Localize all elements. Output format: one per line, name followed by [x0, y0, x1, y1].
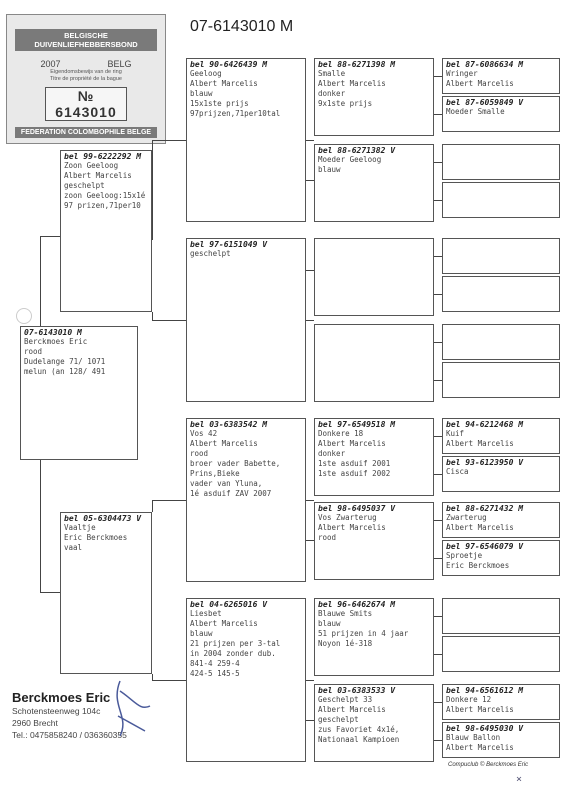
pigeon-detail-line: Dudelange 71/ 1071 [24, 357, 106, 366]
pigeon-detail-line: Albert Marcelis [446, 79, 514, 88]
connector-line [434, 380, 442, 381]
pigeon-detail-line: geschelpt [318, 715, 359, 724]
great-great-grandparent-pigeon [442, 540, 560, 576]
great-grandparent-pigeon [314, 684, 434, 762]
connector-line [306, 540, 314, 541]
pigeon-detail-line: Moeder Smalle [446, 107, 505, 116]
ring-year: 2007 [40, 59, 61, 69]
pigeon-detail-line: Nationaal Kampioen [318, 735, 400, 744]
connector-line [40, 460, 41, 592]
pigeon-detail-line: 1ste asduif 2001 [318, 459, 391, 468]
great-great-grandparent-pigeon [442, 238, 560, 274]
ring-number: № 6143010 [45, 87, 127, 121]
connector-line [152, 140, 153, 240]
pigeon-detail-line: Wringer [446, 69, 478, 78]
pigeon-detail-line: broer vader Babette, [190, 459, 281, 468]
connector-line [434, 436, 442, 437]
pigeon-detail-line: Albert Marcelis [318, 79, 386, 88]
pigeon-detail-line: Geschelpt 33 [318, 695, 373, 704]
binder-hole [16, 308, 32, 324]
connector-line [306, 320, 314, 321]
connector-line [434, 558, 442, 559]
great-grandparent-pigeon [314, 598, 434, 676]
pigeon-detail-line: vaal [64, 543, 83, 552]
ring-number: bel 94-6212468 M [446, 420, 524, 429]
certificate-caption-fr: Titre de propriété de la bague [50, 76, 122, 82]
pigeon-detail-line: blauw [190, 89, 213, 98]
pigeon-detail-line: 97 prizen,71per10 [64, 201, 141, 210]
connector-line [152, 140, 186, 141]
grandparent-pigeon [186, 418, 306, 582]
pigeon-detail-line: Albert Marcelis [318, 705, 386, 714]
pigeon-detail-line: 15x1ste prijs [190, 99, 249, 108]
pigeon-detail-line: geschelpt [190, 249, 231, 258]
connector-line [152, 312, 153, 320]
pigeon-detail-line: 51 prijzen in 4 jaar [318, 629, 409, 638]
ring-number: bel 93-6123950 V [446, 458, 524, 467]
ring-number: bel 96-6462674 M [318, 600, 396, 609]
owner-phone: Tel.: 0475858240 / 036360355 [12, 730, 127, 740]
pigeon-detail-line: Eric Berckmoes [64, 533, 128, 542]
connector-line [152, 500, 186, 501]
connector-line [434, 654, 442, 655]
great-great-grandparent-pigeon [442, 276, 560, 312]
pigeon-detail-line: Albert Marcelis [190, 439, 258, 448]
pigeon-detail-line: donker [318, 449, 346, 458]
pigeon-detail-line: Geeloog [190, 69, 222, 78]
great-great-grandparent-pigeon [442, 598, 560, 634]
pigeon-detail-line: Moeder Geeloog [318, 155, 382, 164]
ring-number: bel 87-6086634 M [446, 60, 524, 69]
pigeon-detail-line: Albert Marcelis [190, 619, 258, 628]
pigeon-detail-line: zus Favoriet 4x1é, [318, 725, 400, 734]
ring-number: bel 87-6059849 V [446, 98, 524, 107]
ring-number: bel 04-6265016 V [190, 600, 268, 609]
footer-mark: × [516, 774, 523, 785]
pigeon-detail-line: Albert Marcelis [446, 439, 514, 448]
pigeon-detail-line: Albert Marcelis [64, 171, 132, 180]
pigeon-detail-line: 841-4 259-4 [190, 659, 240, 668]
ring-number: bel 97-6549518 M [318, 420, 396, 429]
connector-line [434, 342, 442, 343]
great-great-grandparent-pigeon [442, 722, 560, 758]
ring-number: bel 94-6561612 M [446, 686, 524, 695]
connector-line [306, 270, 314, 271]
connector-line [152, 500, 153, 512]
great-great-grandparent-pigeon [442, 96, 560, 132]
pigeon-detail-line: Vos Zwarterug [318, 513, 377, 522]
connector-line [306, 140, 314, 141]
connector-line [306, 680, 314, 681]
great-great-grandparent-pigeon [442, 456, 560, 492]
connector-line [434, 616, 442, 617]
ring-number: bel 88-6271398 M [318, 60, 396, 69]
pigeon-detail-line: Noyon 1é-318 [318, 639, 373, 648]
great-great-grandparent-pigeon [442, 362, 560, 398]
great-grandparent-pigeon [314, 502, 434, 580]
ring-number: bel 99-6222292 M [64, 152, 142, 161]
great-grandparent-pigeon [314, 324, 434, 402]
connector-line [434, 702, 442, 703]
pedigree-title-ring: 07-6143010 M [190, 18, 294, 35]
ring-number: 07-6143010 M [24, 328, 82, 337]
pigeon-detail-line: zoon Geeloog:15x1é [64, 191, 146, 200]
connector-line [306, 720, 314, 721]
connector-line [434, 294, 442, 295]
pigeon-detail-line: 424-5 145-5 [190, 669, 240, 678]
connector-line [152, 320, 186, 321]
pigeon-detail-line: 1ste asduif 2002 [318, 469, 391, 478]
connector-line [434, 740, 442, 741]
ring-certificate-card [6, 14, 166, 144]
pigeon-detail-line: 97prijzen,71per10tal [190, 109, 281, 118]
pigeon-detail-line: Vos 42 [190, 429, 218, 438]
federation-name-nl: BELGISCHE DUIVENLIEFHEBBERSBOND [15, 29, 157, 51]
ring-number: bel 88-6271432 M [446, 504, 524, 513]
grandparent-pigeon [186, 238, 306, 402]
pigeon-detail-line: Zwarterug [446, 513, 487, 522]
pigeon-detail-line: Cisca [446, 467, 469, 476]
ring-number: bel 03-6383542 M [190, 420, 268, 429]
parent-pigeon [60, 512, 152, 674]
pigeon-detail-line: Vaaltje [64, 523, 96, 532]
pigeon-detail-line: Sproetje [446, 551, 483, 560]
pigeon-detail-line: blauw [318, 619, 341, 628]
pigeon-detail-line: in 2004 zonder dub. [190, 649, 276, 658]
pigeon-detail-line: rood [190, 449, 209, 458]
pigeon-detail-line: Berckmoes Eric [24, 337, 88, 346]
ring-number: bel 88-6271382 V [318, 146, 396, 155]
connector-line [40, 236, 41, 326]
pigeon-detail-line: Albert Marcelis [446, 743, 514, 752]
connector-line [306, 180, 314, 181]
pigeon-detail-line: 9x1ste prijs [318, 99, 373, 108]
pigeon-detail-line: Albert Marcelis [318, 439, 386, 448]
ring-number: bel 90-6426439 M [190, 60, 268, 69]
pigeon-detail-line: Albert Marcelis [190, 79, 258, 88]
connector-line [40, 236, 60, 237]
great-grandparent-pigeon [314, 418, 434, 496]
pigeon-detail-line: Albert Marcelis [446, 523, 514, 532]
connector-line [434, 474, 442, 475]
great-great-grandparent-pigeon [442, 182, 560, 218]
footer-credit: Compuclub © Berckmoes Eric [448, 762, 529, 768]
owner-street: Schotensteenweg 104c [12, 706, 101, 716]
connector-line [40, 592, 60, 593]
pigeon-detail-line: Albert Marcelis [446, 705, 514, 714]
pigeon-detail-line: Donkere 18 [318, 429, 364, 438]
connector-line [434, 520, 442, 521]
ring-number: bel 03-6383533 V [318, 686, 396, 695]
ring-number: bel 05-6304473 V [64, 514, 142, 523]
subject-pigeon [20, 326, 138, 460]
great-great-grandparent-pigeon [442, 144, 560, 180]
ring-number: bel 98-6495037 V [318, 504, 396, 513]
pigeon-detail-line: Blauwe Smits [318, 609, 373, 618]
pigeon-detail-line: Donkere 12 [446, 695, 492, 704]
pigeon-detail-line: Prins,Bieke [190, 469, 240, 478]
great-great-grandparent-pigeon [442, 684, 560, 720]
owner-name: Berckmoes Eric [12, 690, 111, 705]
great-great-grandparent-pigeon [442, 418, 560, 454]
connector-line [306, 500, 314, 501]
parent-pigeon [60, 150, 152, 312]
pigeon-detail-line: rood [318, 533, 337, 542]
pigeon-detail-line: vader van Yluna, [190, 479, 263, 488]
pigeon-detail-line: Liesbet [190, 609, 222, 618]
pigeon-detail-line: blauw [190, 629, 213, 638]
great-great-grandparent-pigeon [442, 502, 560, 538]
grandparent-pigeon [186, 58, 306, 222]
pigeon-detail-line: 21 prijzen per 3-tal [190, 639, 281, 648]
connector-line [434, 76, 442, 77]
connector-line [434, 256, 442, 257]
ring-number: bel 97-6546079 V [446, 542, 524, 551]
great-great-grandparent-pigeon [442, 324, 560, 360]
connector-line [434, 200, 442, 201]
pigeon-detail-line: Albert Marcelis [318, 523, 386, 532]
ring-number: bel 98-6495030 V [446, 724, 524, 733]
pigeon-detail-line: rood [24, 347, 43, 356]
pigeon-detail-line: 1é asduif ZAV 2007 [190, 489, 272, 498]
great-great-grandparent-pigeon [442, 636, 560, 672]
signature [90, 676, 160, 746]
owner-city: 2960 Brecht [12, 718, 58, 728]
connector-line [434, 114, 442, 115]
certificate-caption-nl: Eigendomsbewijs van de ring [50, 69, 122, 75]
pigeon-detail-line: Eric Berckmoes [446, 561, 510, 570]
connector-line [434, 162, 442, 163]
pigeon-detail-line: Zoon Geeloog [64, 161, 119, 170]
pigeon-detail-line: blauw [318, 165, 341, 174]
pigeon-detail-line: melun (an 128/ 491 [24, 367, 106, 376]
great-grandparent-pigeon [314, 58, 434, 136]
ring-number: bel 97-6151049 V [190, 240, 268, 249]
federation-name-fr: FEDERATION COLOMBOPHILE BELGE [15, 127, 157, 138]
great-grandparent-pigeon [314, 238, 434, 316]
great-great-grandparent-pigeon [442, 58, 560, 94]
grandparent-pigeon [186, 598, 306, 762]
pigeon-detail-line: geschelpt [64, 181, 105, 190]
pigeon-detail-line: Kuif [446, 429, 465, 438]
pigeon-detail-line: donker [318, 89, 346, 98]
ring-country: BELG [107, 59, 132, 69]
pigeon-detail-line: Blauw Ballon [446, 733, 501, 742]
pigeon-detail-line: Smalle [318, 69, 346, 78]
great-grandparent-pigeon [314, 144, 434, 222]
